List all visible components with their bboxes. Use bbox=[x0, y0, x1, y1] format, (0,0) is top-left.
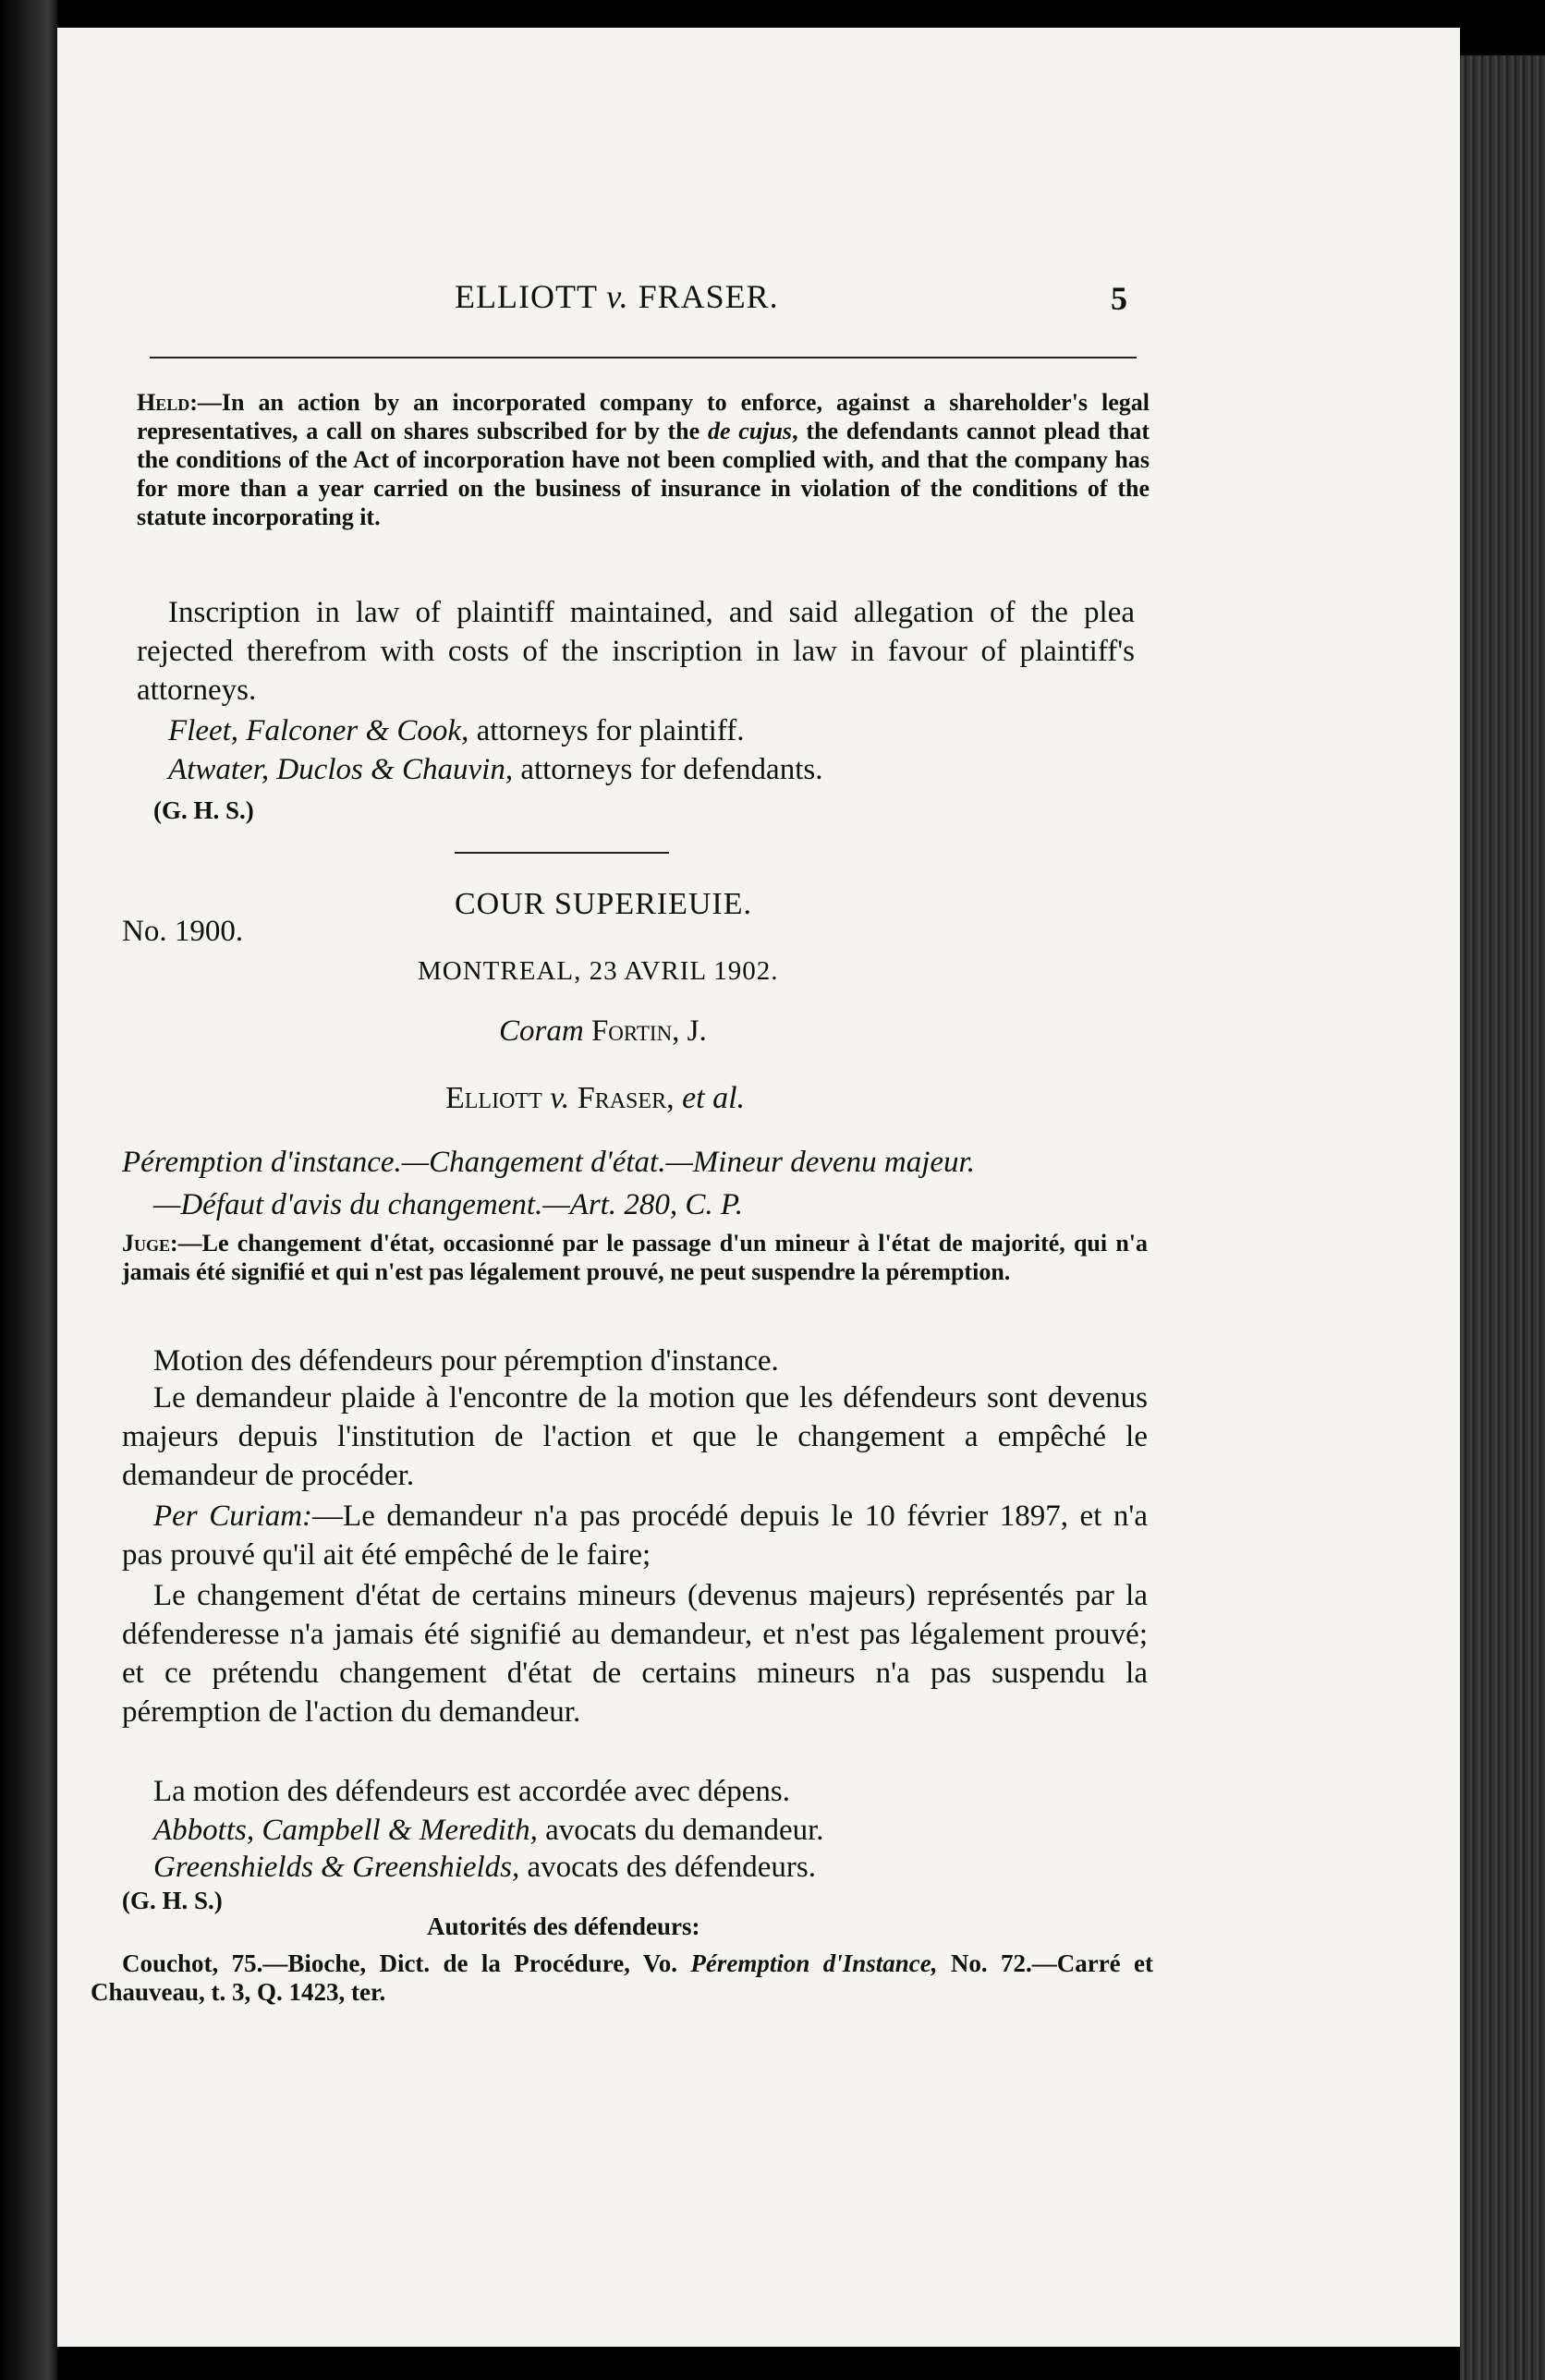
style-of-cause-right: Fraser, bbox=[577, 1081, 675, 1115]
dateline: MONTREAL, 23 AVRIL 1902. bbox=[418, 956, 779, 986]
body-paragraph-1: Motion des défendeurs pour péremption d'instance. bbox=[153, 1344, 779, 1378]
authorities-text-1: Couchot, 75.—Bioche, Dict. de la Procédure, Vo. bbox=[122, 1949, 691, 1977]
authorities-text-2: No. 72.—Carré et Chauveau, t. 3, Q. 1423, ter. bbox=[91, 1949, 1153, 2006]
authorities-list bbox=[91, 1949, 1153, 2007]
running-head-right: FRASER. bbox=[638, 278, 779, 315]
defendant-attorneys-names: Atwater, Duclos & Chauvin, bbox=[168, 753, 514, 786]
authorities-title: Autorités des défendeurs: bbox=[427, 1912, 700, 1940]
running-head-left: ELLIOTT bbox=[455, 278, 598, 315]
header-rule bbox=[150, 357, 1137, 358]
body-paragraph-5: La motion des défendeurs est accordée avec dépens. bbox=[153, 1775, 791, 1808]
book-page bbox=[57, 28, 1460, 2347]
defendant-attorneys bbox=[137, 750, 1135, 789]
demandeur-avocats-role: avocats du demandeur. bbox=[537, 1814, 824, 1847]
reporter-initials-1: (G. H. S.) bbox=[153, 796, 254, 824]
juge-text: —Le changement d'état, occasionné par le passage d'un mineur à l'état de majorité, qui n'a jamais été signifié et qui n'est pas légalement prouvé, ne peut suspendre la péremption. bbox=[122, 1230, 1148, 1285]
defendeurs-avocats-names: Greenshields & Greenshields, bbox=[153, 1851, 520, 1884]
juge-label: Juge: bbox=[122, 1230, 178, 1257]
held-headnote bbox=[137, 388, 1150, 531]
case-number: No. 1900. bbox=[122, 915, 244, 948]
coram bbox=[499, 1014, 707, 1049]
per-curiam-text: —Le demandeur n'a pas procédé depuis le 10 février 1897, et n'a pas prouvé qu'il ait été empêché de le faire; bbox=[122, 1500, 1148, 1572]
book-spine-shadow bbox=[0, 0, 57, 2380]
style-of-cause-versus: v. bbox=[550, 1081, 570, 1115]
defendant-attorneys-role: attorneys for defendants. bbox=[513, 753, 823, 786]
body-paragraph-3 bbox=[122, 1497, 1148, 1574]
per-curiam-label: Per Curiam: bbox=[153, 1500, 313, 1533]
book-page-edges bbox=[1460, 55, 1545, 2380]
held-text-2: , the defendants cannot plead that the conditions of the Act of incorporation have not been complied with, and that the company has for more than a year carried on the business of insurance in violation of the conditions of the statute incorporating it. bbox=[137, 418, 1150, 530]
style-of-cause-left: Elliott bbox=[445, 1081, 542, 1115]
court-name: COUR SUPERIEUIE. bbox=[455, 887, 753, 921]
coram-judge: Fortin, J. bbox=[590, 1014, 707, 1048]
reporter-initials-2: (G. H. S.) bbox=[122, 1887, 223, 1914]
plaintiff-attorneys bbox=[137, 711, 1135, 750]
running-head-versus: v. bbox=[606, 278, 629, 315]
held-label: Held: bbox=[137, 389, 198, 416]
headnote-line-1: Péremption d'instance.—Changement d'état.—Mineur devenu majeur. bbox=[122, 1146, 975, 1179]
body-paragraph-2: Le demandeur plaide à l'encontre de la motion que les défendeurs sont devenus majeurs depuis l'institution de l'action et que le changement a empêché le demandeur de procéder. bbox=[122, 1381, 1148, 1492]
section-divider bbox=[455, 852, 669, 854]
headnote-line-2: —Défaut d'avis du changement.—Art. 280, C. P. bbox=[153, 1188, 743, 1221]
authorities-italic: Péremption d'Instance, bbox=[690, 1949, 938, 1977]
plaintiff-attorneys-names: Fleet, Falconer & Cook, bbox=[168, 714, 469, 747]
headnote-keywords bbox=[122, 1141, 1157, 1226]
body-paragraph-4: Le changement d'état de certains mineurs (devenus majeurs) représentés par la défenderesse n'a jamais été signifié au demandeur, et n'est pas légalement prouvé; et ce prétendu changement d'état de certains mineurs n'a pas suspendu la péremption de l'action du demandeur. bbox=[122, 1579, 1148, 1729]
judgment-paragraph: Inscription in law of plaintiff maintained, and said allegation of the plea rejected therefrom with costs of the inscription in law in favour of plaintiff's attorneys. bbox=[137, 596, 1135, 707]
running-head bbox=[455, 277, 779, 316]
held-text-1: —In an action by an incorporated company to enforce, against a shareholder's legal representatives, a call on shares subscribed for by the bbox=[137, 389, 1150, 444]
held-italic: de cujus bbox=[707, 418, 793, 444]
juge-headnote bbox=[122, 1229, 1148, 1286]
page-number: 5 bbox=[1111, 280, 1127, 317]
demandeur-avocats bbox=[122, 1811, 1148, 1850]
coram-word: Coram bbox=[499, 1014, 584, 1048]
style-of-cause bbox=[445, 1081, 745, 1116]
plaintiff-attorneys-role: attorneys for plaintiff. bbox=[468, 714, 745, 747]
demandeur-avocats-names: Abbotts, Campbell & Meredith, bbox=[153, 1814, 538, 1847]
style-of-cause-etal: et al. bbox=[682, 1081, 746, 1115]
defendeurs-avocats-role: avocats des défendeurs. bbox=[519, 1851, 816, 1884]
